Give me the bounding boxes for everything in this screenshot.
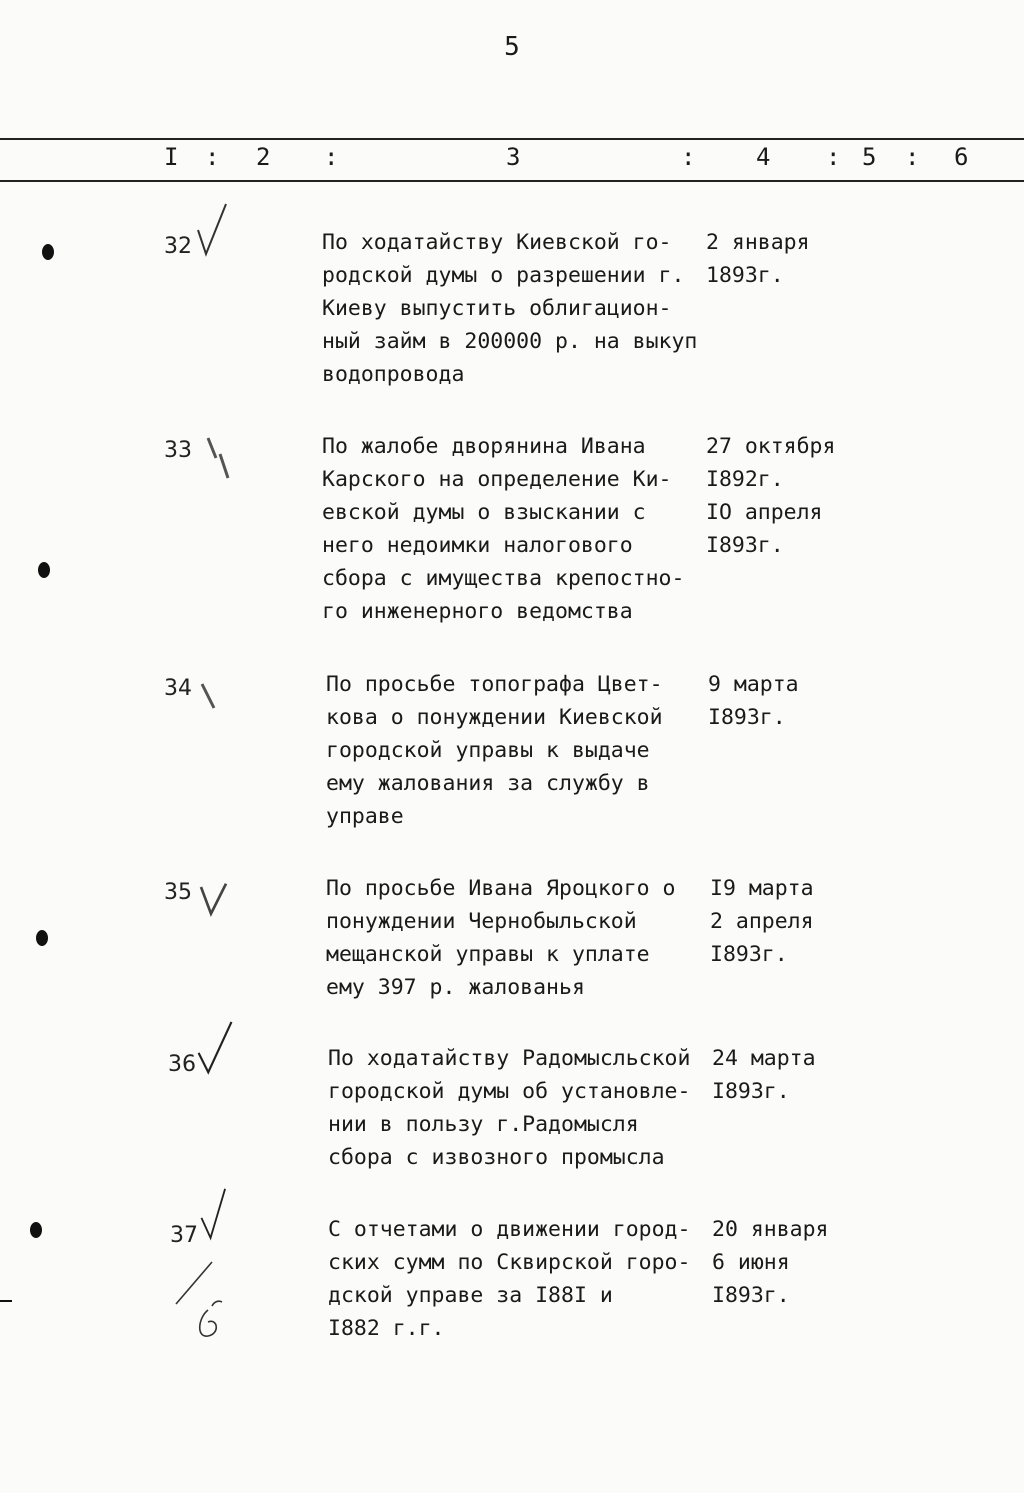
entry-number: 36 xyxy=(168,1052,196,1077)
entry-title: По ходатайству Киевской го- родской думы о разрешении г. Киеву выпустить облигацион- ный займ в 200000 р. на выкуп водопровода xyxy=(322,230,698,387)
column-header-2: 2 xyxy=(256,143,271,171)
page-number: 5 xyxy=(504,32,520,62)
checkmark-icon xyxy=(196,872,236,932)
header-bottom-rule xyxy=(0,180,1024,182)
column-header-6: 6 xyxy=(954,143,969,171)
column-separator: : xyxy=(205,143,220,171)
entry-number: 34 xyxy=(164,676,192,701)
entry-title: По просьбе топографа Цвет- кова о понуждении Киевской городской управы к выдаче ему жалования за службу в управе xyxy=(326,672,663,829)
checkmark-icon xyxy=(196,1187,236,1247)
entry-title: По жалобе дворянина Ивана Карского на определение Ки- евской думы о взыскании с него недоимки налогового сбора с имущества крепостно- го инженерного ведомства xyxy=(322,434,685,624)
header-top-rule xyxy=(0,138,1024,140)
entry-title: По просьбе Ивана Яроцкого о понуждении Чернобыльской мещанской управы к уплате ему 397 р. жалованья xyxy=(326,876,676,1000)
entry-date: 20 января 6 июня I893г. xyxy=(712,1217,829,1308)
binding-hole-mark xyxy=(42,244,54,260)
entry-number: 37 xyxy=(170,1223,198,1248)
binding-hole-mark xyxy=(36,930,48,946)
column-separator: : xyxy=(681,143,696,171)
column-separator: : xyxy=(324,143,339,171)
entry-date: 24 марта I893г. xyxy=(712,1046,816,1104)
binding-hole-mark xyxy=(38,562,50,578)
entry-date: 9 марта I893г. xyxy=(708,672,799,730)
entry-number: 33 xyxy=(164,438,192,463)
column-separator: : xyxy=(905,143,920,171)
column-header-5: 5 xyxy=(862,143,877,171)
column-header-1: I xyxy=(164,143,179,171)
entry-number: 32 xyxy=(164,234,192,259)
entry-number: 35 xyxy=(164,880,192,905)
entry-date: I9 марта 2 апреля I893г. xyxy=(710,876,814,967)
checkmark-icon xyxy=(196,1020,236,1080)
margin-dash-mark xyxy=(0,1300,12,1302)
handwritten-mark-icon xyxy=(168,1252,238,1347)
checkmark-icon xyxy=(194,202,234,262)
column-header-3: 3 xyxy=(506,143,521,171)
binding-hole-mark xyxy=(30,1222,42,1238)
entry-title: С отчетами о движении город- ских сумм по Сквирской горо- дской управе за I88I и I882 г.г. xyxy=(328,1217,691,1341)
tick-mark-icon xyxy=(200,430,240,490)
column-header-row xyxy=(0,141,1024,177)
entry-date: 2 января 1893г. xyxy=(706,230,810,288)
column-separator: : xyxy=(826,143,841,171)
column-header-4: 4 xyxy=(756,143,771,171)
entry-title: По ходатайству Радомысльской городской думы об установле- нии в пользу г.Радомысля сбора с извозного промысла xyxy=(328,1046,691,1170)
entry-date: 27 октября I892г. IO апреля I893г. xyxy=(706,434,836,558)
tick-mark-icon xyxy=(194,668,234,728)
